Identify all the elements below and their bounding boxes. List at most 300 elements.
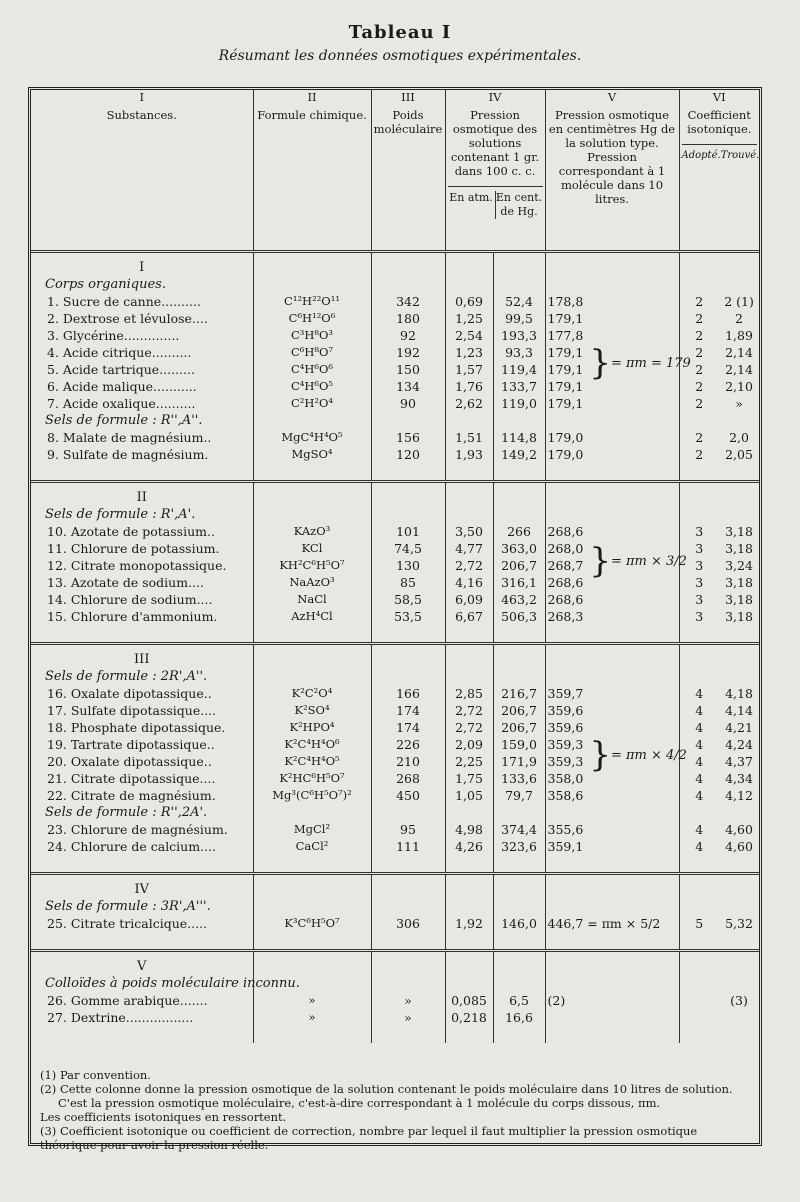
table-row (31, 446, 759, 463)
empty-cell (545, 276, 679, 293)
header-trouve: Trouvé. (720, 150, 760, 161)
substance-cell: 15. Chlorure d'ammonium. (47, 609, 218, 624)
empty-cell (371, 855, 445, 874)
weight-cell: 226 (371, 736, 445, 753)
footnote-3: (3) Coefficient isotonique ou coefficient de correction, nombre par lequel il faut multiplier la pression osmotique théorique pour avoir la pression réelle. (40, 1124, 698, 1152)
empty-cell (253, 804, 371, 821)
atm-cell: 0,085 (445, 992, 493, 1009)
substance-cell: 1. Sucre de canne.......... (47, 294, 201, 309)
empty-cell (253, 252, 371, 277)
empty-cell (679, 276, 719, 293)
pressure-type-cell (545, 719, 679, 736)
cmhg-cell: 6,5 (493, 992, 545, 1009)
brace-formula (589, 343, 691, 383)
empty-cell (253, 898, 371, 915)
empty-cell (679, 463, 719, 482)
empty-cell (445, 463, 493, 482)
cmhg-cell: 79,7 (493, 787, 545, 804)
atm-cell: 2,72 (445, 557, 493, 574)
table-row (31, 770, 759, 787)
atm-cell: 0,218 (445, 1009, 493, 1026)
empty-cell (719, 463, 759, 482)
cmhg-cell: 374,4 (493, 821, 545, 838)
brace-text: = πm × 3/2 (610, 554, 687, 569)
empty-cell (679, 932, 719, 951)
empty-cell (545, 804, 679, 821)
pressure-type-value: 358,6 (547, 788, 584, 803)
table-row (31, 378, 759, 395)
empty-cell (445, 804, 493, 821)
substance-cell: 10. Azotate de potassium.. (47, 524, 215, 539)
adopte-cell: 4 (679, 753, 719, 770)
substance-cell: 11. Chlorure de potassium. (47, 541, 220, 556)
substance-cell: 25. Citrate tricalcique..... (47, 916, 208, 931)
empty-cell (493, 952, 545, 975)
empty-cell (371, 625, 445, 644)
substance-cell: 6. Acide malique........... (47, 379, 197, 394)
substance-cell: 27. Dextrine................. (47, 1010, 194, 1025)
empty-cell (719, 1026, 759, 1043)
empty-cell (445, 412, 493, 429)
substance-cell: 19. Tartrate dipotassique.. (47, 737, 215, 752)
weight-cell: 130 (371, 557, 445, 574)
empty-cell (679, 668, 719, 685)
cmhg-cell: 133,7 (493, 378, 545, 395)
pressure-type-value: 177,8 (547, 328, 584, 343)
empty-cell (493, 483, 545, 506)
empty-cell (545, 952, 679, 975)
subsection-label (31, 412, 759, 429)
atm-cell: 1,57 (445, 361, 493, 378)
empty-cell (719, 875, 759, 898)
empty-cell (253, 276, 371, 293)
atm-cell: 6,67 (445, 608, 493, 625)
trouve-cell: 2,14 (725, 362, 753, 377)
atm-cell: 4,77 (445, 540, 493, 557)
cmhg-cell: 149,2 (493, 446, 545, 463)
atm-cell: 2,54 (445, 327, 493, 344)
empty-cell (545, 252, 679, 277)
pressure-type-value: 268,0 (547, 541, 584, 556)
cmhg-cell: 133,6 (493, 770, 545, 787)
formula-cell: KCl (253, 540, 371, 557)
formula-cell: NaCl (253, 591, 371, 608)
section-label-text: Colloïdes à poids moléculaire inconnu. (45, 976, 300, 991)
table-row (31, 293, 759, 310)
cmhg-cell: 316,1 (493, 574, 545, 591)
pressure-type-value: 359,3 (547, 754, 584, 769)
empty-cell (253, 1026, 371, 1043)
footnote-2-end: Les coefficients isotoniques en ressortent. (40, 1110, 287, 1124)
pressure-type-value: 358,0 (547, 771, 584, 786)
weight-cell: 134 (371, 378, 445, 395)
empty-cell (493, 975, 545, 992)
trouve-cell: 2,0 (729, 430, 749, 445)
adopte-cell: 4 (679, 787, 719, 804)
atm-cell: 1,93 (445, 446, 493, 463)
osmotic-table (31, 90, 759, 1043)
pressure-type-cell (545, 915, 679, 932)
substance-cell: 8. Malate de magnésium.. (47, 430, 212, 445)
empty-cell (719, 252, 759, 277)
substance-cell: 26. Gomme arabique....... (47, 993, 208, 1008)
cmhg-cell: 193,3 (493, 327, 545, 344)
empty-cell (371, 898, 445, 915)
atm-cell: 1,23 (445, 344, 493, 361)
empty-cell (371, 932, 445, 951)
empty-cell (719, 645, 759, 668)
brace-formula (589, 735, 687, 775)
weight-cell: 58,5 (371, 591, 445, 608)
page-title: Tableau I (348, 22, 452, 43)
trouve-cell: 2 (735, 311, 743, 326)
empty-cell (371, 975, 445, 992)
empty-cell (253, 483, 371, 506)
brace-text: = πm = 179 (610, 356, 691, 371)
weight-cell: 306 (371, 915, 445, 932)
trouve-cell: 2,14 (725, 345, 753, 360)
substance-cell: 23. Chlorure de magnésium. (47, 822, 228, 837)
header-row (31, 90, 759, 252)
empty-cell (719, 625, 759, 644)
substance-cell: 13. Azotate de sodium.... (47, 575, 204, 590)
cmhg-cell: 206,7 (493, 557, 545, 574)
weight-cell: 210 (371, 753, 445, 770)
empty-cell (371, 804, 445, 821)
empty-cell (371, 252, 445, 277)
pressure-type-value: 179,1 (547, 345, 584, 360)
cmhg-cell: 323,6 (493, 838, 545, 855)
weight-cell: 156 (371, 429, 445, 446)
trouve-cell: 4,60 (725, 822, 753, 837)
empty-cell (493, 804, 545, 821)
empty-cell (545, 975, 679, 992)
pressure-type-value: 179,1 (547, 396, 584, 411)
empty-cell (31, 1026, 253, 1043)
brace-formula (589, 541, 687, 581)
formula-cell: » (253, 1009, 371, 1026)
brace-icon: } (589, 541, 611, 581)
table-row (31, 310, 759, 327)
table-row (31, 821, 759, 838)
trouve-cell: 4,34 (725, 771, 753, 786)
empty-cell (679, 855, 719, 874)
empty-cell (253, 645, 371, 668)
atm-cell: 2,09 (445, 736, 493, 753)
cmhg-cell: 93,3 (493, 344, 545, 361)
empty-cell (445, 932, 493, 951)
adopte-cell: 2 (679, 429, 719, 446)
empty-cell (545, 898, 679, 915)
table-row (31, 838, 759, 855)
atm-cell: 0,69 (445, 293, 493, 310)
empty-cell (445, 668, 493, 685)
table-row (31, 591, 759, 608)
header-pressure-type: V Pression osmotique en centimètres Hg de la solution type. Pression correspondant à 1 molécule dans 10 litres. (545, 90, 679, 252)
substance-cell: 12. Citrate monopotassique. (47, 558, 227, 573)
pressure-type-cell (545, 395, 679, 412)
empty-cell (371, 875, 445, 898)
weight-cell: 342 (371, 293, 445, 310)
subsection-label-text: Sels de formule : R'',A''. (45, 413, 203, 428)
cmhg-cell: 16,6 (493, 1009, 545, 1026)
section-roman (31, 875, 759, 898)
section-roman-text: II (136, 490, 147, 505)
pressure-type-cell (545, 310, 679, 327)
adopte-cell: 2 (679, 395, 719, 412)
weight-cell: 90 (371, 395, 445, 412)
pressure-type-cell (545, 429, 679, 446)
adopte-cell: 4 (679, 719, 719, 736)
empty-cell (445, 1026, 493, 1043)
formula-cell: » (253, 992, 371, 1009)
pressure-type-value: 268,6 (547, 575, 584, 590)
weight-cell: 174 (371, 702, 445, 719)
formula-cell: C³H⁸O³ (253, 327, 371, 344)
empty-cell (253, 952, 371, 975)
section-label-text: Sels de formule : 3R',A'''. (45, 899, 211, 914)
weight-cell: » (371, 1009, 445, 1026)
cmhg-cell: 119,4 (493, 361, 545, 378)
empty-cell (545, 506, 679, 523)
empty-cell (679, 975, 719, 992)
empty-cell (445, 506, 493, 523)
empty-cell (445, 625, 493, 644)
pressure-type-value: 268,6 (547, 592, 584, 607)
substance-cell: 9. Sulfate de magnésium. (47, 447, 209, 462)
empty-cell (679, 506, 719, 523)
section-roman-text: III (134, 652, 150, 667)
empty-cell (719, 506, 759, 523)
atm-cell: 2,62 (445, 395, 493, 412)
pressure-type-value: 359,1 (547, 839, 584, 854)
trouve-cell: 3,18 (725, 592, 753, 607)
trouve-cell: 4,18 (725, 686, 753, 701)
formula-cell: K²C²O⁴ (253, 685, 371, 702)
adopte-cell: 2 (679, 378, 719, 395)
empty-cell (545, 483, 679, 506)
empty-cell (253, 412, 371, 429)
pressure-type-value: 179,1 (547, 311, 584, 326)
pressure-type-cell (545, 446, 679, 463)
empty-cell (445, 975, 493, 992)
pressure-type-value: 179,1 (547, 362, 584, 377)
formula-cell: K²C⁴H⁴O⁵ (253, 753, 371, 770)
atm-cell: 1,92 (445, 915, 493, 932)
table-row (31, 523, 759, 540)
formula-cell: Mg³(C⁶H⁵O⁷)² (253, 787, 371, 804)
empty-cell (371, 1026, 445, 1043)
empty-cell (545, 932, 679, 951)
pressure-type-cell (545, 608, 679, 625)
table-row (31, 574, 759, 591)
adopte-cell: 2 (679, 446, 719, 463)
empty-cell (719, 952, 759, 975)
empty-cell (493, 276, 545, 293)
empty-cell (719, 483, 759, 506)
empty-cell (493, 668, 545, 685)
empty-cell (493, 412, 545, 429)
empty-cell (371, 645, 445, 668)
empty-cell (493, 855, 545, 874)
cmhg-cell: 363,0 (493, 540, 545, 557)
table-row (31, 915, 759, 932)
brace-icon: } (589, 735, 611, 775)
atm-cell: 2,72 (445, 702, 493, 719)
pressure-type-value: 179,0 (547, 430, 584, 445)
empty-cell (493, 875, 545, 898)
atm-cell: 1,75 (445, 770, 493, 787)
weight-cell: » (371, 992, 445, 1009)
adopte-cell: 4 (679, 702, 719, 719)
section-label-text: Sels de formule : R',A'. (45, 507, 196, 522)
section-label (31, 898, 759, 915)
section-label (31, 668, 759, 685)
pressure-type-cell (545, 838, 679, 855)
empty-cell (719, 975, 759, 992)
formula-cell: C⁴H⁶O⁵ (253, 378, 371, 395)
header-pressure-1gr: IV Pression osmotique des solutions contenant 1 gr. dans 100 c. c. En atm. En cent. de Hg. (445, 90, 545, 252)
cmhg-cell: 171,9 (493, 753, 545, 770)
table-row (31, 685, 759, 702)
header-coefficient: VI Coefficient isotonique. Adopté. Trouvé. (679, 90, 759, 252)
adopte-cell: 2 (679, 293, 719, 310)
empty-cell (719, 412, 759, 429)
empty-cell (545, 1026, 679, 1043)
atm-cell: 1,51 (445, 429, 493, 446)
header-adopte: Adopté. (681, 150, 721, 161)
formula-cell: K³C⁶H⁵O⁷ (253, 915, 371, 932)
empty-cell (679, 645, 719, 668)
brace-text: = πm × 4/2 (610, 748, 687, 763)
table-row (31, 719, 759, 736)
pressure-type-cell (545, 821, 679, 838)
table-row (31, 702, 759, 719)
empty-cell (493, 1026, 545, 1043)
trouve-cell: 2,05 (725, 447, 753, 462)
section-label-text: Sels de formule : 2R',A''. (45, 669, 208, 684)
trouve-cell (719, 1009, 759, 1026)
empty-cell (493, 463, 545, 482)
section-label (31, 975, 759, 992)
empty-cell (445, 645, 493, 668)
substance-cell: 3. Glycérine.............. (47, 328, 180, 343)
empty-cell (545, 855, 679, 874)
empty-cell (445, 952, 493, 975)
empty-cell (253, 855, 371, 874)
atm-cell: 4,16 (445, 574, 493, 591)
trouve-cell: 4,37 (725, 754, 753, 769)
formula-cell: C⁴H⁶O⁶ (253, 361, 371, 378)
adopte-cell: 2 (679, 327, 719, 344)
section-roman (31, 252, 759, 277)
formula-cell: MgCl² (253, 821, 371, 838)
pressure-type-value: 179,1 (547, 379, 584, 394)
table-row (31, 608, 759, 625)
empty-cell (371, 506, 445, 523)
adopte-cell: 4 (679, 685, 719, 702)
adopte-cell: 3 (679, 574, 719, 591)
pressure-type-value: 359,3 (547, 737, 584, 752)
atm-cell: 6,09 (445, 591, 493, 608)
trouve-cell: 1,89 (725, 328, 753, 343)
substance-cell: 4. Acide citrique.......... (47, 345, 192, 360)
pressure-type-value: (2) (547, 993, 566, 1008)
atm-cell: 1,76 (445, 378, 493, 395)
empty-cell (545, 645, 679, 668)
empty-cell (445, 483, 493, 506)
pressure-type-cell (545, 992, 679, 1009)
adopte-cell: 4 (679, 770, 719, 787)
atm-cell: 1,25 (445, 310, 493, 327)
adopte-cell: 4 (679, 821, 719, 838)
adopte-cell: 2 (679, 361, 719, 378)
trouve-cell: 5,32 (725, 916, 753, 931)
section-roman (31, 483, 759, 506)
empty-cell (371, 952, 445, 975)
trouve-cell: 4,14 (725, 703, 753, 718)
empty-cell (371, 483, 445, 506)
trouve-cell: 4,21 (725, 720, 753, 735)
empty-cell (445, 252, 493, 277)
empty-cell (679, 252, 719, 277)
adopte-cell: 4 (679, 736, 719, 753)
weight-cell: 53,5 (371, 608, 445, 625)
empty-cell (719, 932, 759, 951)
formula-cell: MgSO⁴ (253, 446, 371, 463)
trouve-cell: 3,18 (725, 575, 753, 590)
trouve-cell: 3,18 (725, 609, 753, 624)
empty-cell (493, 625, 545, 644)
weight-cell: 92 (371, 327, 445, 344)
substance-cell: 20. Oxalate dipotassique.. (47, 754, 212, 769)
empty-cell (679, 804, 719, 821)
substance-cell: 22. Citrate de magnésium. (47, 788, 216, 803)
spacer-row (31, 932, 759, 951)
empty-cell (31, 932, 253, 951)
substance-cell: 21. Citrate dipotassique.... (47, 771, 216, 786)
trouve-cell: » (735, 396, 743, 411)
footnote-2: (2) Cette colonne donne la pression osmotique de la solution contenant le poids moléculaire dans 10 litres de solution. (40, 1082, 733, 1096)
section-label-text: Corps organiques. (45, 277, 166, 292)
section-roman-text: V (137, 959, 147, 974)
empty-cell (253, 668, 371, 685)
empty-cell (679, 1026, 719, 1043)
section-label (31, 506, 759, 523)
empty-cell (679, 875, 719, 898)
table-row (31, 327, 759, 344)
cmhg-cell: 114,8 (493, 429, 545, 446)
page-subtitle: Résumant les données osmotiques expérimentales. (218, 48, 582, 64)
pressure-type-value: 359,6 (547, 720, 584, 735)
section-roman (31, 645, 759, 668)
spacer-row (31, 855, 759, 874)
formula-cell: K²HPO⁴ (253, 719, 371, 736)
cmhg-cell: 146,0 (493, 915, 545, 932)
empty-cell (679, 898, 719, 915)
empty-cell (679, 483, 719, 506)
adopte-cell (679, 992, 719, 1009)
substance-cell: 17. Sulfate dipotassique.... (47, 703, 217, 718)
formula-cell: KAzO³ (253, 523, 371, 540)
spacer-row (31, 1026, 759, 1043)
pressure-type-value: 268,3 (547, 609, 584, 624)
pressure-type-value: 359,6 (547, 703, 584, 718)
pressure-type-cell (545, 787, 679, 804)
adopte-cell: 3 (679, 608, 719, 625)
empty-cell (493, 252, 545, 277)
cmhg-cell: 159,0 (493, 736, 545, 753)
